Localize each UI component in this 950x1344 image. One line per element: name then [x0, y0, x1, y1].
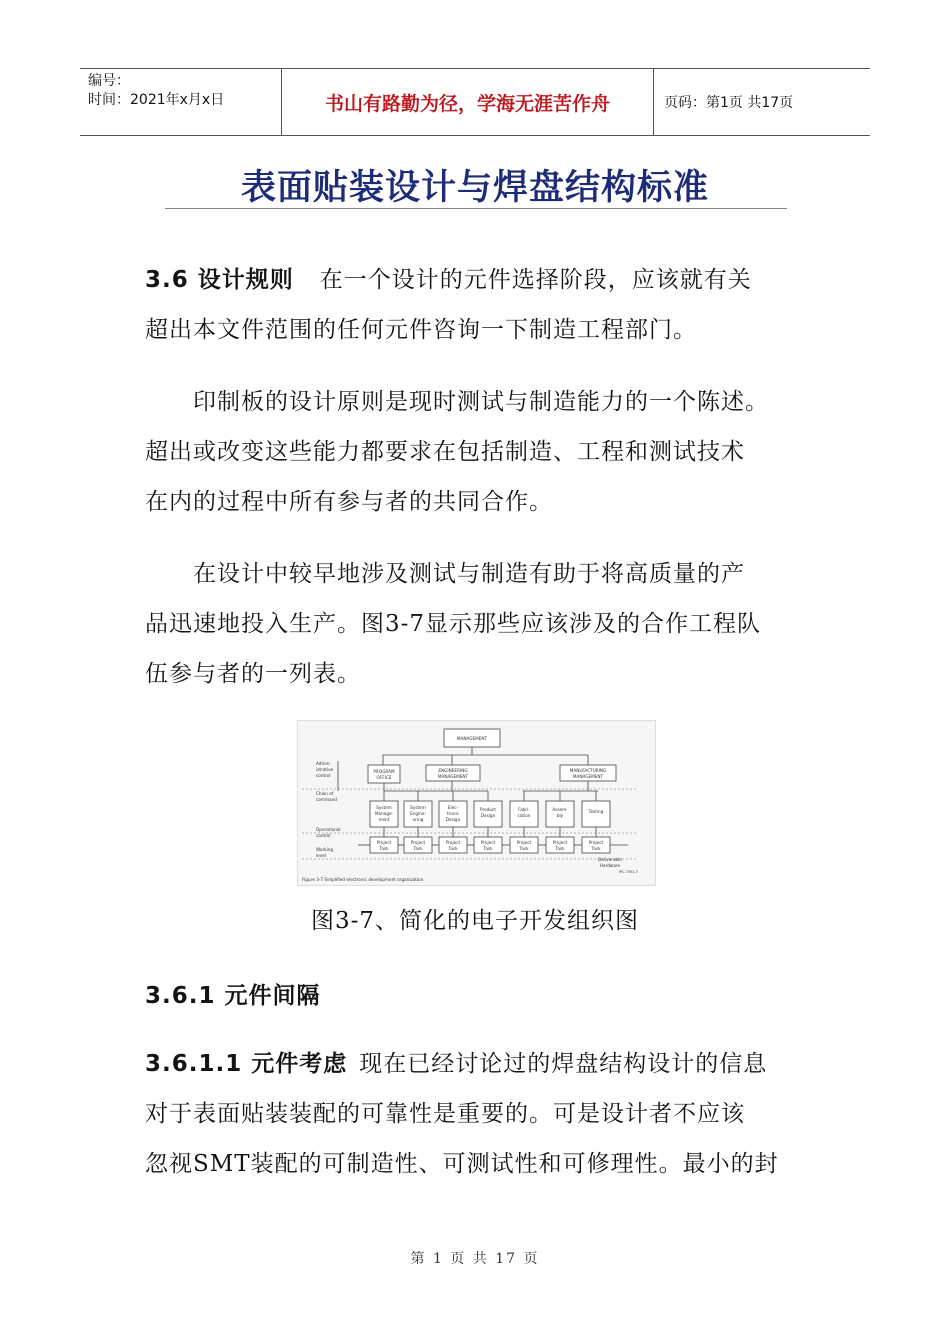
fig-func-text: Product	[480, 807, 496, 812]
fig-func-text: Engine-	[410, 811, 426, 816]
fig-func-text: Assem-	[552, 807, 568, 812]
fig-program: PROGRAM	[373, 769, 395, 774]
fig-task-text: Project	[516, 840, 532, 845]
fig-task-text: Task	[448, 846, 458, 851]
section-3-6-text-1: 在一个设计的元件选择阶段，应该就有关	[319, 267, 752, 293]
fig-management: MANAGEMENT	[456, 736, 488, 741]
fig-eng-1: ENGINEERING	[438, 768, 468, 773]
fig-side-text: istrative	[316, 767, 334, 772]
org-chart-figure	[297, 720, 656, 886]
section-3-6-1-1-line-3: 忽视SMT装配的可制造性、可测试性和可修理性。最小的封	[145, 1151, 779, 1177]
fig-func-text: Design	[480, 813, 496, 818]
header-motto: 书山有路勤为径，学海无涯苦作舟	[282, 69, 654, 135]
fig-task-text: Task	[555, 846, 565, 851]
fig-func-text: ment	[378, 817, 390, 822]
org-chart-diagram	[298, 721, 655, 885]
fig-task-text: Task	[413, 846, 423, 851]
para2-line-1: 印制板的设计原则是现时测试与制造能力的一个陈述。	[193, 389, 769, 415]
number-label: 编号：	[88, 73, 130, 89]
fig-func-text: ering	[412, 817, 424, 822]
fig-side-text: Working	[316, 847, 334, 852]
fig-func-text: cation	[517, 813, 531, 818]
section-3-6-1-heading: 3.6.1 元件间隔	[145, 983, 321, 1009]
fig-task-text: Project	[376, 840, 392, 845]
fig-func-text: Design	[445, 817, 461, 822]
para3-line-2: 品迅速地投入生产。图3-7显示那些应该涉及的合作工程队	[145, 611, 762, 637]
fig-deliverable-1: Deliverable	[598, 857, 622, 862]
fig-func-text: Testing	[588, 809, 604, 814]
fig-func-text: Elec-	[447, 805, 459, 810]
document-title: 表面贴装设计与焊盘结构标准	[240, 168, 709, 208]
fig-side-text: level	[316, 853, 326, 858]
fig-func-text: System	[410, 805, 426, 810]
fig-side-text: control	[316, 773, 331, 778]
fig-code: IPC-7351-7	[618, 870, 638, 874]
section-3-6-line-1	[145, 258, 825, 303]
fig-deliverable-2: Hardware	[599, 863, 621, 868]
section-3-6-1-1-line-1	[145, 1042, 825, 1087]
title-underline	[165, 208, 787, 209]
fig-side-text: Chain of	[316, 791, 334, 796]
para3-line-1: 在设计中较早地涉及测试与制造有助于将高质量的产	[193, 561, 745, 587]
fig-task-text: Project	[410, 840, 426, 845]
fig-mfg-2: MANAGEMENT	[572, 774, 604, 779]
fig-task-text: Task	[483, 846, 493, 851]
fig-side-text: Operational	[316, 827, 341, 832]
fig-mfg-1: MANUFACTURING	[569, 768, 607, 773]
section-3-6-line-2: 超出本文件范围的任何元件咨询一下制造工程部门。	[145, 317, 697, 343]
fig-eng-2: MANAGEMENT	[437, 774, 469, 779]
fig-func-text: System	[376, 805, 392, 810]
fig-task-text: Project	[480, 840, 496, 845]
fig-side-text: Admin-	[316, 761, 331, 766]
para2-line-2: 超出或改变这些能力都要求在包括制造、工程和测试技术	[145, 439, 745, 465]
section-3-6-heading: 3.6 设计规则	[145, 267, 294, 293]
fig-task-text: Project	[445, 840, 461, 845]
figure-caption: 图3-7、简化的电子开发组织图	[310, 908, 640, 934]
fig-func-text: bly	[556, 813, 564, 818]
header-table	[80, 68, 870, 136]
section-3-6-1-1-heading: 3.6.1.1 元件考虑	[145, 1051, 348, 1077]
fig-task-text: Task	[591, 846, 601, 851]
fig-office: OFFICE	[376, 775, 392, 780]
para3-line-3: 伍参与者的一列表。	[145, 661, 361, 687]
fig-func-text: Fabri-	[518, 807, 530, 812]
date-label: 时间：2021年x月x日	[88, 92, 225, 108]
fig-side-text: command	[316, 797, 337, 802]
fig-task-text: Task	[519, 846, 529, 851]
fig-func-text: Manage-	[374, 811, 394, 816]
section-3-6-1-1-line-2: 对于表面贴装装配的可靠性是重要的。可是设计者不应该	[145, 1101, 745, 1127]
header-meta-cell	[80, 69, 282, 135]
header-page-info: 页码：第1页 共17页	[664, 95, 794, 111]
section-3-6-1-1-text-1: 现在已经讨论过的焊盘结构设计的信息	[359, 1051, 768, 1077]
para2-line-3: 在内的过程中所有参与者的共同合作。	[145, 489, 553, 515]
page-footer: 第 1 页 共 17 页	[410, 1251, 540, 1267]
fig-func-text: tronic	[447, 811, 459, 816]
fig-caption-text: Figure 3-7 Simplified electronic development organization	[302, 877, 424, 882]
fig-task-text: Project	[588, 840, 604, 845]
fig-side-text: control	[316, 833, 331, 838]
fig-task-text: Task	[379, 846, 389, 851]
fig-task-text: Project	[552, 840, 568, 845]
